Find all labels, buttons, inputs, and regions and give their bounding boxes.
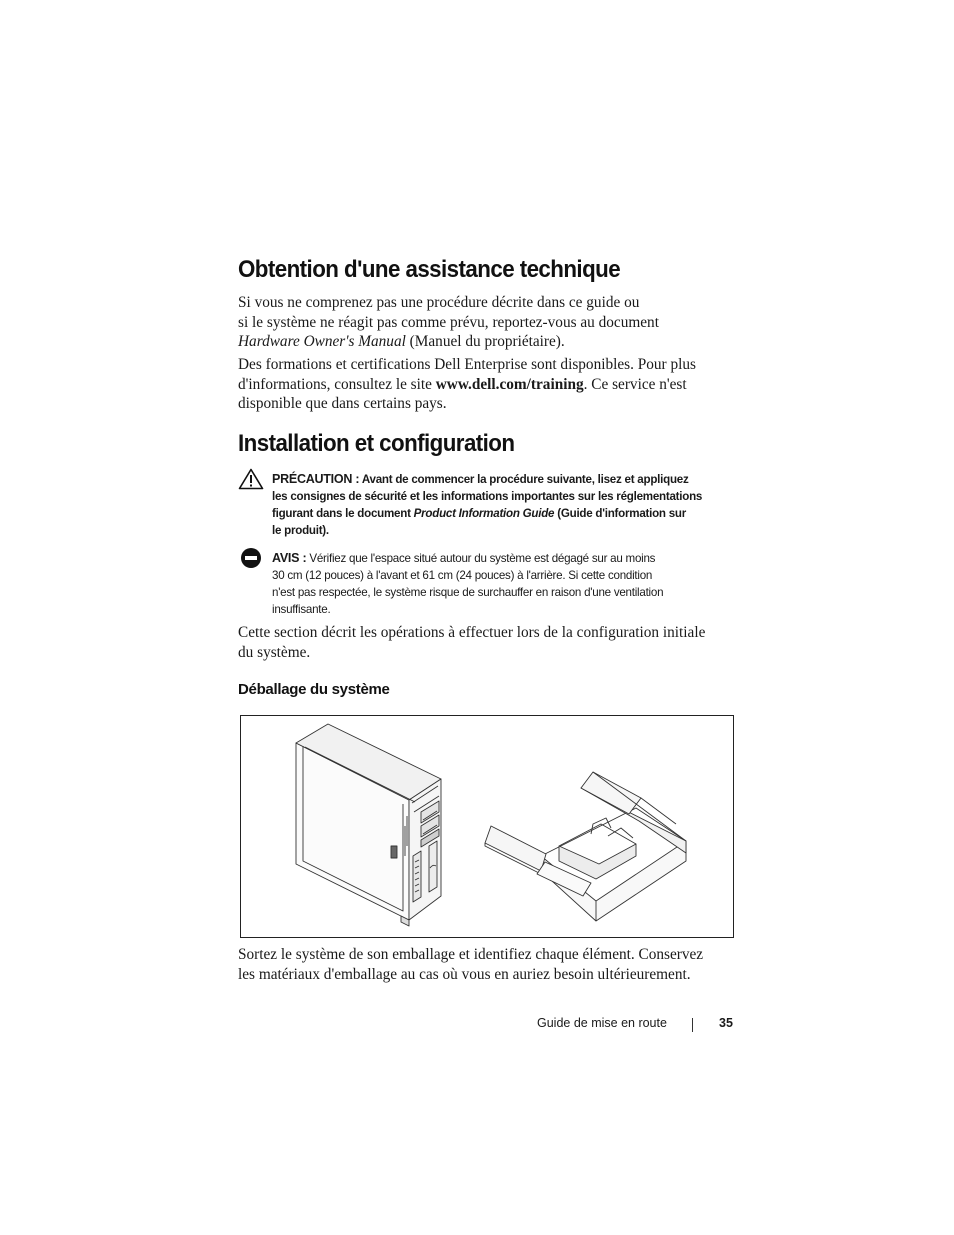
assistance-paragraph: [238, 293, 738, 352]
manual-translation: (Manuel du propriétaire).: [405, 333, 565, 350]
caution-note: [272, 471, 742, 539]
text-line: 30 cm (12 pouces) à l'avant et 61 cm (24 pouces) à l'arrière. Si cette condition: [272, 569, 653, 582]
warning-triangle-icon: [238, 468, 264, 490]
text-line: [272, 550, 742, 567]
notice-label: AVIS :: [272, 551, 307, 565]
text-line: du système.: [238, 643, 311, 661]
text-line: [238, 332, 738, 352]
text-line: les matériaux d'emballage au cas où vous en auriez besoin ultérieurement.: [238, 965, 691, 983]
side-latch: [391, 846, 397, 858]
text-line: les consignes de sécurité et les informations importantes sur les réglementations: [272, 490, 703, 503]
text-fragment: . Ce service n'est: [583, 375, 687, 393]
text-line: Si vous ne comprenez pas une procédure décrite dans ce guide ou: [238, 294, 640, 311]
unpacking-figure: [240, 715, 734, 938]
subheading-unpacking: Déballage du système: [238, 681, 390, 698]
text-line: Sortez le système de son emballage et identifiez chaque élément. Conservez: [238, 946, 704, 963]
text-line: n'est pas respectée, le système risque de surchauffer en raison d'une ventilation: [272, 586, 664, 599]
configuration-intro: [238, 623, 738, 662]
notice-circle-icon: [240, 547, 262, 569]
text-line: insuffisante.: [272, 603, 331, 616]
text-line: si le système ne réagit pas comme prévu, reportez-vous au document: [238, 313, 659, 331]
text-line: Cette section décrit les opérations à effectuer lors de la configuration initiale: [238, 624, 706, 641]
notice-note: [272, 550, 742, 618]
text-fragment: figurant dans le document: [272, 507, 414, 520]
footer-guide-title: Guide de mise en route: [537, 1016, 667, 1030]
manual-title: Hardware Owner's Manual: [238, 333, 406, 350]
text-line: [272, 505, 742, 522]
product-guide-title: Product Information Guide: [413, 507, 555, 520]
training-link[interactable]: www.dell.com/training: [435, 375, 584, 393]
text-line: le produit).: [272, 524, 329, 537]
text-line: disponible que dans certains pays.: [238, 395, 447, 412]
text-fragment: Avant de commencer la procédure suivante, lisez et appliquez: [359, 473, 689, 486]
text-fragment: d'informations, consultez le site: [238, 375, 436, 393]
caution-label: PRÉCAUTION :: [272, 472, 360, 486]
heading-installation: Installation et configuration: [238, 430, 515, 457]
text-fragment: (Guide d'information sur: [554, 507, 687, 520]
text-line: [272, 471, 742, 488]
box-flap-left: [485, 826, 546, 871]
unpacking-illustration: [241, 716, 733, 937]
text-line: Des formations et certifications Dell Enterprise sont disponibles. Pour plus: [238, 356, 696, 373]
training-paragraph: [238, 355, 738, 414]
text-line: [238, 375, 738, 395]
page-number: 35: [719, 1016, 733, 1030]
footer-separator: [692, 1018, 693, 1032]
figure-caption: [238, 945, 738, 984]
heading-technical-assistance: Obtention d'une assistance technique: [238, 256, 621, 283]
text-fragment: Vérifiez que l'espace situé autour du système est dégagé sur au moins: [306, 552, 656, 565]
